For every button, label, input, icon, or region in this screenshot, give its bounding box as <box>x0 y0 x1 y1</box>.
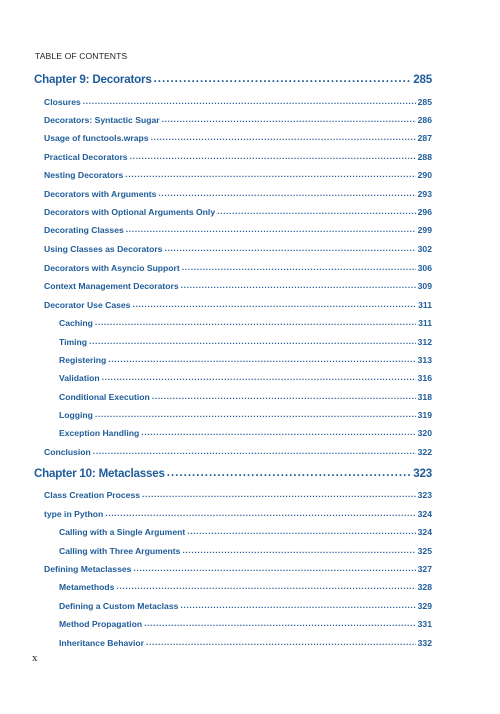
toc-entry-page-number: 306 <box>417 263 432 273</box>
dot-leader <box>132 299 416 309</box>
toc-entry-page-number: 313 <box>417 355 432 365</box>
toc-entry-title: Chapter 10: Metaclasses <box>34 467 165 480</box>
toc-entry-page-number: 290 <box>417 170 432 180</box>
dot-leader <box>116 581 415 591</box>
toc-section-entry[interactable] <box>44 170 432 180</box>
dot-leader <box>154 72 412 85</box>
toc-entry-page-number: 311 <box>418 318 432 328</box>
toc-section-entry[interactable] <box>59 373 432 383</box>
toc-section-entry[interactable] <box>59 601 432 611</box>
toc-section-entry[interactable] <box>59 638 432 648</box>
dot-leader <box>152 391 416 401</box>
toc-section-entry[interactable] <box>44 263 432 273</box>
toc-entry-title: Practical Decorators <box>44 152 128 162</box>
toc-entry-page-number: 332 <box>417 638 432 648</box>
dot-leader <box>95 317 416 327</box>
toc-entry-title: Method Propagation <box>59 619 143 629</box>
dot-leader <box>182 545 415 555</box>
toc-entry-title: Decorating Classes <box>44 225 124 235</box>
toc-entry-title: Conclusion <box>44 447 91 457</box>
toc-section-entry[interactable] <box>59 392 432 402</box>
toc-entry-page-number: 323 <box>413 467 432 480</box>
toc-entry-title: Context Management Decorators <box>44 281 179 291</box>
toc-section-entry[interactable] <box>44 447 432 457</box>
toc-entry-title: Decorators with Arguments <box>44 189 157 199</box>
dot-leader <box>181 280 416 290</box>
toc-section-entry[interactable] <box>44 97 432 107</box>
dot-leader <box>180 600 415 610</box>
dot-leader <box>151 132 416 142</box>
toc-entry-page-number: 287 <box>417 133 432 143</box>
toc-entry-page-number: 327 <box>417 564 432 574</box>
dot-leader <box>105 508 415 518</box>
toc-section-entry[interactable] <box>44 564 432 574</box>
toc-entry-title: Usage of functools.wraps <box>44 133 149 143</box>
toc-entry-title: type in Python <box>44 509 104 519</box>
toc-entry-title: Inheritance Behavior <box>59 638 145 648</box>
dot-leader <box>125 169 415 179</box>
toc-section-entry[interactable] <box>44 244 432 254</box>
toc-entry-page-number: 319 <box>417 410 432 420</box>
dot-leader <box>130 151 416 161</box>
toc-section-entry[interactable] <box>44 509 432 519</box>
toc-chapter-entry[interactable] <box>34 467 432 480</box>
toc-entry-page-number: 320 <box>417 428 432 438</box>
toc-entry-page-number: 309 <box>417 281 432 291</box>
toc-entry-title: Registering <box>59 355 107 365</box>
dot-leader <box>182 262 416 272</box>
toc-entry-title: Nesting Decorators <box>44 170 124 180</box>
dot-leader <box>167 466 412 479</box>
toc-section-entry[interactable] <box>44 207 432 217</box>
toc-entry-title: Calling with Three Arguments <box>59 546 181 556</box>
toc-entry-title: Calling with a Single Argument <box>59 527 186 537</box>
toc-entry-page-number: 328 <box>417 582 432 592</box>
toc-entry-page-number: 311 <box>418 300 432 310</box>
toc-section-entry[interactable] <box>59 428 432 438</box>
dot-leader <box>164 243 415 253</box>
page-folio: x <box>32 652 38 664</box>
dot-leader <box>83 96 416 106</box>
toc-section-entry[interactable] <box>44 152 432 162</box>
dot-leader <box>142 489 416 499</box>
toc-section-entry[interactable] <box>59 582 432 592</box>
toc-entry-page-number: 299 <box>417 225 432 235</box>
toc-entry-page-number: 302 <box>417 244 432 254</box>
toc-section-entry[interactable] <box>59 337 432 347</box>
toc-section-entry[interactable] <box>44 189 432 199</box>
toc-section-entry[interactable] <box>44 490 432 500</box>
toc-entry-page-number: 296 <box>417 207 432 217</box>
toc-section-entry[interactable] <box>59 546 432 556</box>
toc-section-entry[interactable] <box>44 133 432 143</box>
toc-entry-page-number: 318 <box>417 392 432 402</box>
dot-leader <box>141 427 415 437</box>
toc-entry-title: Defining Metaclasses <box>44 564 132 574</box>
toc-entry-page-number: 331 <box>417 619 432 629</box>
toc-entry-page-number: 285 <box>417 97 432 107</box>
toc-section-entry[interactable] <box>59 410 432 420</box>
toc-entry-page-number: 324 <box>417 509 432 519</box>
toc-entry-title: Decorators with Asyncio Support <box>44 263 180 273</box>
toc-entry-page-number: 324 <box>417 527 432 537</box>
dot-leader <box>102 372 416 382</box>
toc-entry-title: Timing <box>59 337 88 347</box>
toc-entry-page-number: 293 <box>417 189 432 199</box>
toc-section-entry[interactable] <box>59 619 432 629</box>
dot-leader <box>162 114 416 124</box>
dot-leader <box>89 336 416 346</box>
toc-section-entry[interactable] <box>44 281 432 291</box>
toc-entry-title: Metamethods <box>59 582 115 592</box>
toc-entry-page-number: 312 <box>417 337 432 347</box>
dot-leader <box>158 188 415 198</box>
toc-section-entry[interactable] <box>44 115 432 125</box>
toc-chapter-entry[interactable] <box>34 73 432 86</box>
toc-entry-title: Decorators: Syntactic Sugar <box>44 115 160 125</box>
toc-entry-page-number: 285 <box>413 73 432 86</box>
dot-leader <box>95 409 416 419</box>
dot-leader <box>217 206 416 216</box>
dot-leader <box>133 563 415 573</box>
toc-section-entry[interactable] <box>44 300 432 310</box>
toc-entry-title: Conditional Execution <box>59 392 150 402</box>
toc-section-entry[interactable] <box>59 527 432 537</box>
toc-entry-page-number: 329 <box>417 601 432 611</box>
toc-entry-title: Validation <box>59 373 100 383</box>
toc-entry-title: Defining a Custom Metaclass <box>59 601 179 611</box>
toc-entry-title: Caching <box>59 318 93 328</box>
dot-leader <box>108 354 415 364</box>
dot-leader <box>144 618 416 628</box>
toc-section-entry[interactable] <box>59 355 432 365</box>
toc-section-entry[interactable] <box>59 318 432 328</box>
dot-leader <box>93 446 416 456</box>
running-header: TABLE OF CONTENTS <box>35 51 128 61</box>
toc-entry-page-number: 316 <box>417 373 432 383</box>
toc-entry-page-number: 286 <box>417 115 432 125</box>
toc-entry-title: Closures <box>44 97 81 107</box>
toc-entry-page-number: 323 <box>417 490 432 500</box>
toc-entry-title: Exception Handling <box>59 428 140 438</box>
toc-entry-page-number: 325 <box>417 546 432 556</box>
toc-section-entry[interactable] <box>44 225 432 235</box>
toc-entry-title: Class Creation Process <box>44 490 141 500</box>
toc-entry-title: Chapter 9: Decorators <box>34 73 152 86</box>
toc-entry-title: Decorators with Optional Arguments Only <box>44 207 216 217</box>
dot-leader <box>187 526 415 536</box>
toc-entry-page-number: 322 <box>417 447 432 457</box>
toc-entry-page-number: 288 <box>417 152 432 162</box>
dot-leader <box>126 224 416 234</box>
toc-entry-title: Using Classes as Decorators <box>44 244 163 254</box>
toc-entry-title: Logging <box>59 410 93 420</box>
dot-leader <box>146 637 416 647</box>
toc-entry-title: Decorator Use Cases <box>44 300 131 310</box>
